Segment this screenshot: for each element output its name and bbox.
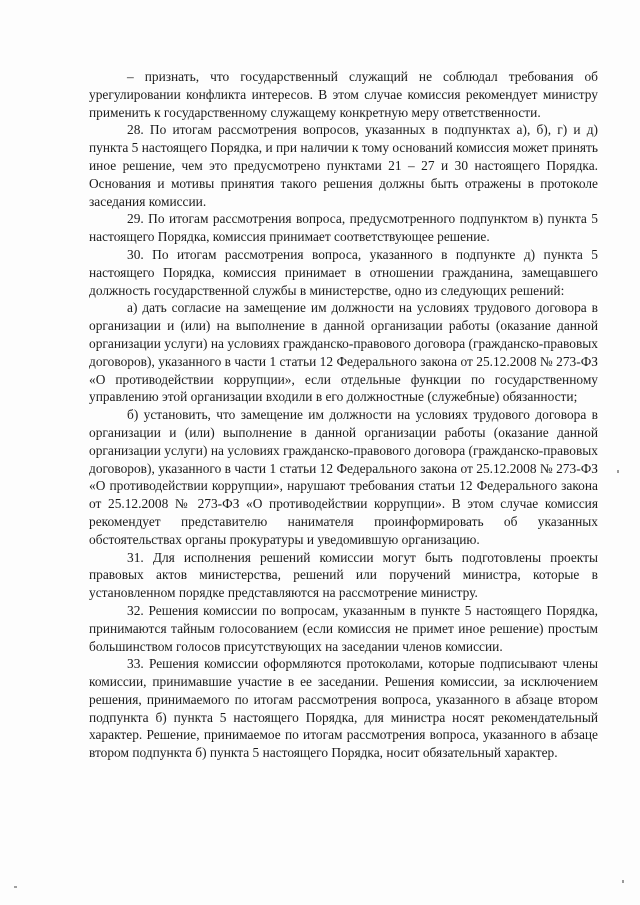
- paragraph-33: 33. Решения комиссии оформляются протоколами, которые подписывают члены комиссии, принимавшие участие в ее заседании. Решения комиссии, за исключением решения, принимаемого по итогам рассмотрения вопроса, указанного в абзаце втором подпункта б) пункта 5 настоящего Порядка, для министра носят рекомендательный характер. Решение, принимаемое по итогам рассмотрения вопроса, указанного в абзаце втором подпункта б) пункта 5 настоящего Порядка, носит обязательный характер.: [89, 656, 598, 761]
- paragraph-32: 32. Решения комиссии по вопросам, указанным в пункте 5 настоящего Порядка, принимаются тайным голосованием (если комиссия не примет иное решение) простым большинством голосов присутствующих на заседании членов комиссии.: [89, 602, 598, 654]
- paragraph-28: 28. По итогам рассмотрения вопросов, указанных в подпунктах а), б), г) и д) пункта 5 настоящего Порядка, и при наличии к тому оснований комиссия может принять иное решение, чем это предусмотрено пунктами 21 – 27 и 30 настоящего Порядка. Основания и мотивы принятия такого решения должны быть отражены в протоколе заседания комиссии.: [89, 122, 598, 209]
- scan-speck: [622, 880, 624, 883]
- paragraph-30: 30. По итогам рассмотрения вопроса, указанного в подпункте д) пункта 5 настоящего Порядка, комиссия принимает в отношении гражданина, замещавшего должность государственной службы в министерстве, одно из следующих решений:: [89, 246, 598, 298]
- paragraph-31: 31. Для исполнения решений комиссии могут быть подготовлены проекты правовых актов министерства, решений или поручений министра, которые в установленном порядке представляются на рассмотрение министру.: [89, 549, 598, 601]
- scan-speck: [617, 470, 619, 473]
- document-body: [89, 68, 598, 762]
- paragraph-29: 29. По итогам рассмотрения вопроса, предусмотренного подпунктом в) пункта 5 настоящего Порядка, комиссия принимает соответствующее решение.: [89, 211, 598, 245]
- paragraph-30-b: б) установить, что замещение им должности на условиях трудового договора в организации и (или) выполнение в данной организации работы (оказание данной организации услуги) на условиях гражданско-правового договора (гражданско-правовых договоров), указанного в части 1 статьи 12 Федерального закона от 25.12.2008 № 273-ФЗ «О противодействии коррупции», нарушают требования статьи 12 Федерального закона от 25.12.2008 № 273-ФЗ «О противодействии коррупции». В этом случае комиссия рекомендует представителю нанимателя проинформировать об указанных обстоятельствах органы прокуратуры и уведомившую организацию.: [89, 407, 598, 547]
- scan-speck: [14, 886, 17, 888]
- paragraph-conflict-of-interest: – признать, что государственный служащий не соблюдал требования об урегулировании конфликта интересов. В этом случае комиссия рекомендует министру применить к государственному служащему конкретную меру ответственности.: [89, 69, 598, 120]
- paragraph-30-a: а) дать согласие на замещение им должности на условиях трудового договора в организации и (или) на выполнение в данной организации работы (оказание данной организации услуги) на условиях гражданско-правового договора (гражданско-правовых договоров), указанного в части 1 статьи 12 Федерального закона от 25.12.2008 № 273-ФЗ «О противодействии коррупции», если отдельные функции по государственному управлению этой организации входили в его должностные (служебные) обязанности;: [89, 300, 598, 405]
